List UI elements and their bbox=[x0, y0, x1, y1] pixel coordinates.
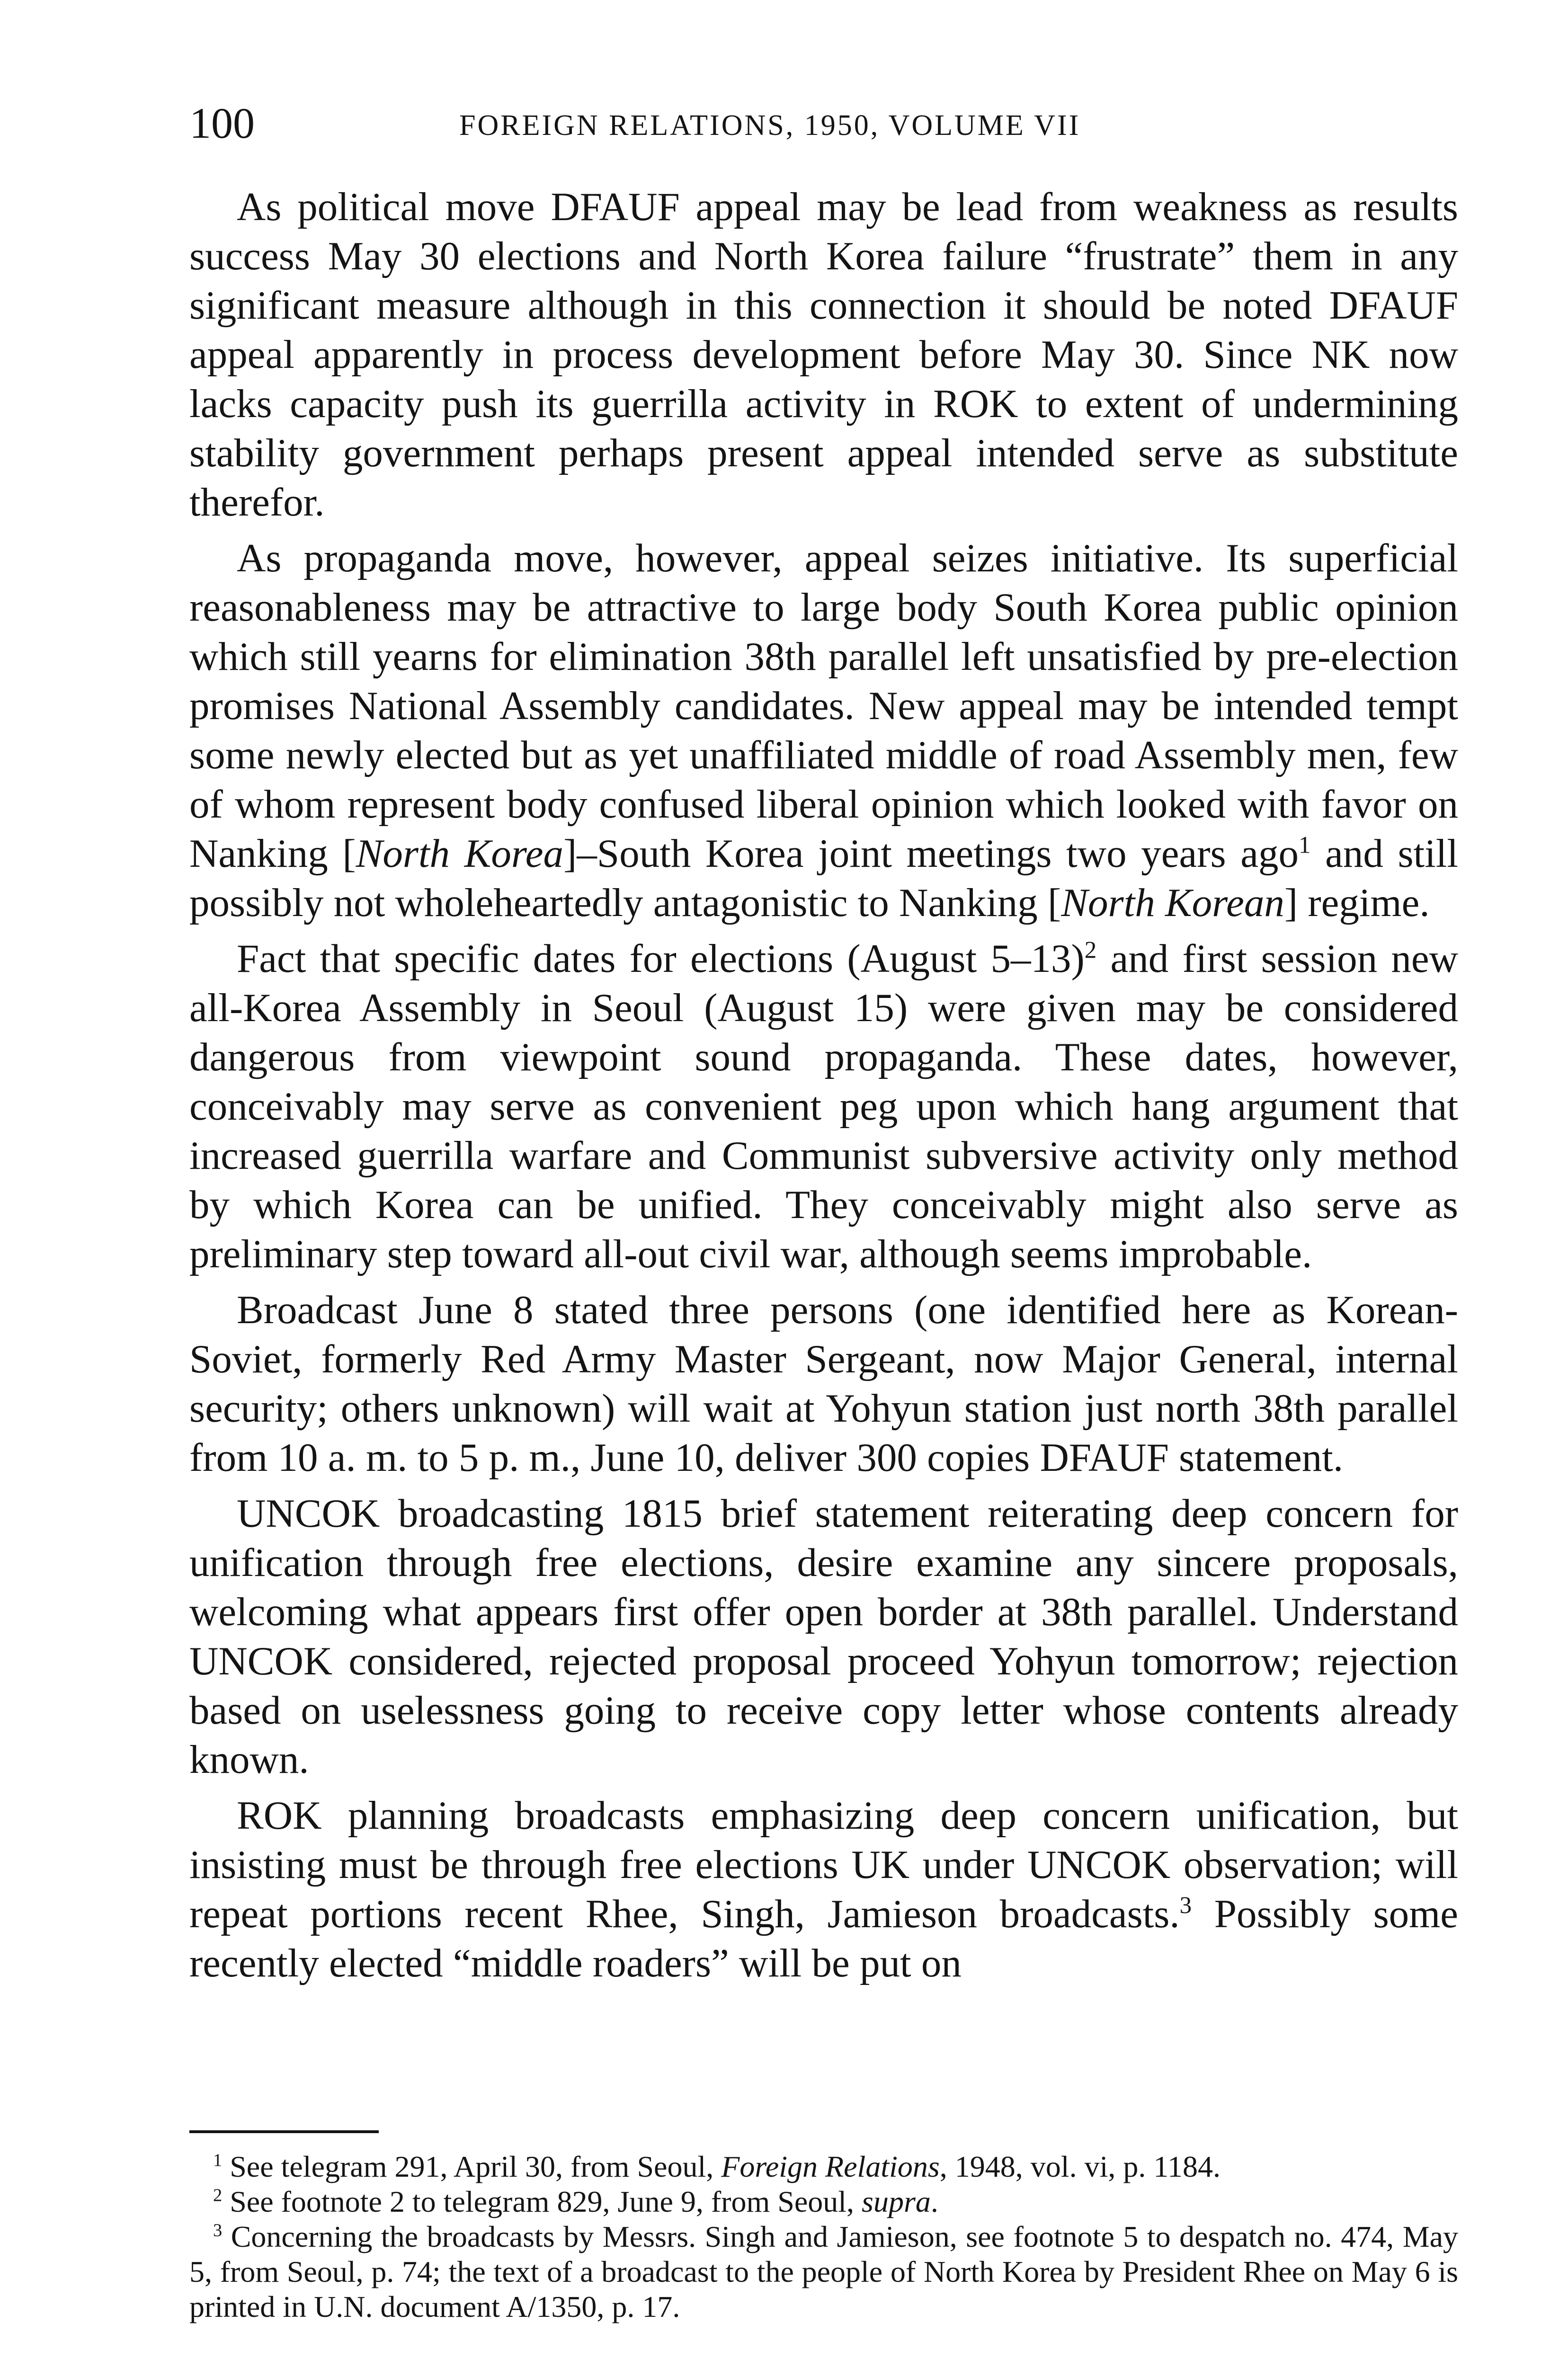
footnote-3-marker: 3 bbox=[213, 2220, 223, 2241]
paragraph-2 bbox=[189, 534, 1458, 927]
running-title: FOREIGN RELATIONS, 1950, VOLUME VII bbox=[459, 109, 1081, 142]
footnote-ref-2: 2 bbox=[1084, 937, 1097, 964]
footnote-3-text: Concerning the broadcasts by Messrs. Singh and Jamieson, see footnote 5 to despatch no. 474, May 5, from Seoul, p. 74; the text of a broadcast to the people of North Korea by President Rhee on May 6 is printed in U.N. document A/1350, p. 17. bbox=[189, 2220, 1458, 2323]
footnote-1-text-a: See telegram 291, April 30, from Seoul, bbox=[222, 2150, 722, 2183]
paragraph-2-text-c: ]–South Korea joint meetings two years ago bbox=[563, 831, 1299, 876]
paragraph-3 bbox=[189, 934, 1458, 1279]
footnote-2-italic: supra bbox=[862, 2185, 931, 2218]
footnote-2-marker: 2 bbox=[213, 2185, 223, 2206]
paragraph-6-text-a: ROK planning broadcasts emphasizing deep concern unification, but insisting must be through free elections UK under UNCOK observation; will repeat portions recent Rhee, Singh, Jamieson broadcasts. bbox=[189, 1793, 1458, 1936]
paragraph-2-text-a: As propaganda move, however, appeal seizes initiative. Its superficial reasonableness may be attractive to large body South Korea public opinion which still yearns for elimination 38th parallel left unsatisfied by pre-election promises National Assembly candidates. New appeal may be intended tempt some newly elected but as yet unaffiliated middle of road Assembly men, few of whom represent body confused liberal opinion which looked with favor on Nanking [ bbox=[189, 536, 1458, 876]
paragraph-2-text-f: ] regime. bbox=[1284, 881, 1430, 925]
paragraph-2-italic-north-korea: North Korea bbox=[356, 831, 564, 876]
paragraph-2-italic-north-korean: North Korean bbox=[1061, 881, 1284, 925]
footnote-divider bbox=[189, 2130, 379, 2133]
footnote-2-text-c: . bbox=[930, 2185, 938, 2218]
paragraph-4: Broadcast June 8 stated three persons (one identified here as Korean-Soviet, formerly Red Army Master Sergeant, now Major General, internal security; others unknown) will wait at Yohyun station just north 38th parallel from 10 a. m. to 5 p. m., June 10, deliver 300 copies DFAUF statement. bbox=[189, 1288, 1458, 1480]
paragraph-3-text-b: and first session new all-Korea Assembly in Seoul (August 15) were given may be considered dangerous from viewpoint sound propaganda. These dates, however, conceivably may serve as convenient peg upon which hang argument that increased guerrilla warfare and Communist subversive activity only method by which Korea can be unified. They conceivably might also serve as preliminary step toward all-out civil war, although seems improbable. bbox=[189, 936, 1458, 1276]
footnote-2 bbox=[189, 2184, 1458, 2219]
footnote-ref-1: 1 bbox=[1298, 832, 1311, 859]
footnotes bbox=[189, 2149, 1458, 2324]
footnote-1-text-c: , 1948, vol. vi, p. 1184. bbox=[939, 2150, 1221, 2183]
page-number: 100 bbox=[189, 99, 255, 147]
paragraph-5: UNCOK broadcasting 1815 brief statement reiterating deep concern for unification through free elections, desire examine any sincere proposals, welcoming what appears first offer open border at 38th parallel. Understand UNCOK considered, rejected proposal proceed Yohyun tomorrow; rejection based on uselessness going to receive copy letter whose contents already known. bbox=[189, 1491, 1458, 1782]
paragraph-2-text-d: and still possibly not wholeheartedly antagonistic to Nanking [ bbox=[189, 831, 1458, 925]
footnote-3 bbox=[189, 2219, 1458, 2324]
footnote-2-text-a: See footnote 2 to telegram 829, June 9, from Seoul, bbox=[222, 2185, 862, 2218]
footnote-1 bbox=[189, 2149, 1458, 2184]
paragraph-3-text-a: Fact that specific dates for elections (August 5–13) bbox=[237, 936, 1085, 981]
main-text bbox=[189, 182, 1458, 1994]
footnote-1-marker: 1 bbox=[213, 2150, 223, 2171]
page-header bbox=[189, 97, 1316, 149]
paragraph-6-text-b: Possibly some recently elected “middle roaders” will be put on bbox=[189, 1892, 1458, 1985]
paragraph-1: As political move DFAUF appeal may be lead from weakness as results success May 30 elections and North Korea failure “frustrate” them in any significant measure although in this connection it should be noted DFAUF appeal apparently in process development before May 30. Since NK now lacks capacity push its guerrilla activity in ROK to extent of undermining stability government perhaps present appeal intended serve as substitute therefor. bbox=[189, 185, 1458, 525]
footnote-ref-3: 3 bbox=[1179, 1892, 1192, 1919]
paragraph-6 bbox=[189, 1791, 1458, 1988]
footnote-1-italic: Foreign Relations bbox=[721, 2150, 940, 2183]
